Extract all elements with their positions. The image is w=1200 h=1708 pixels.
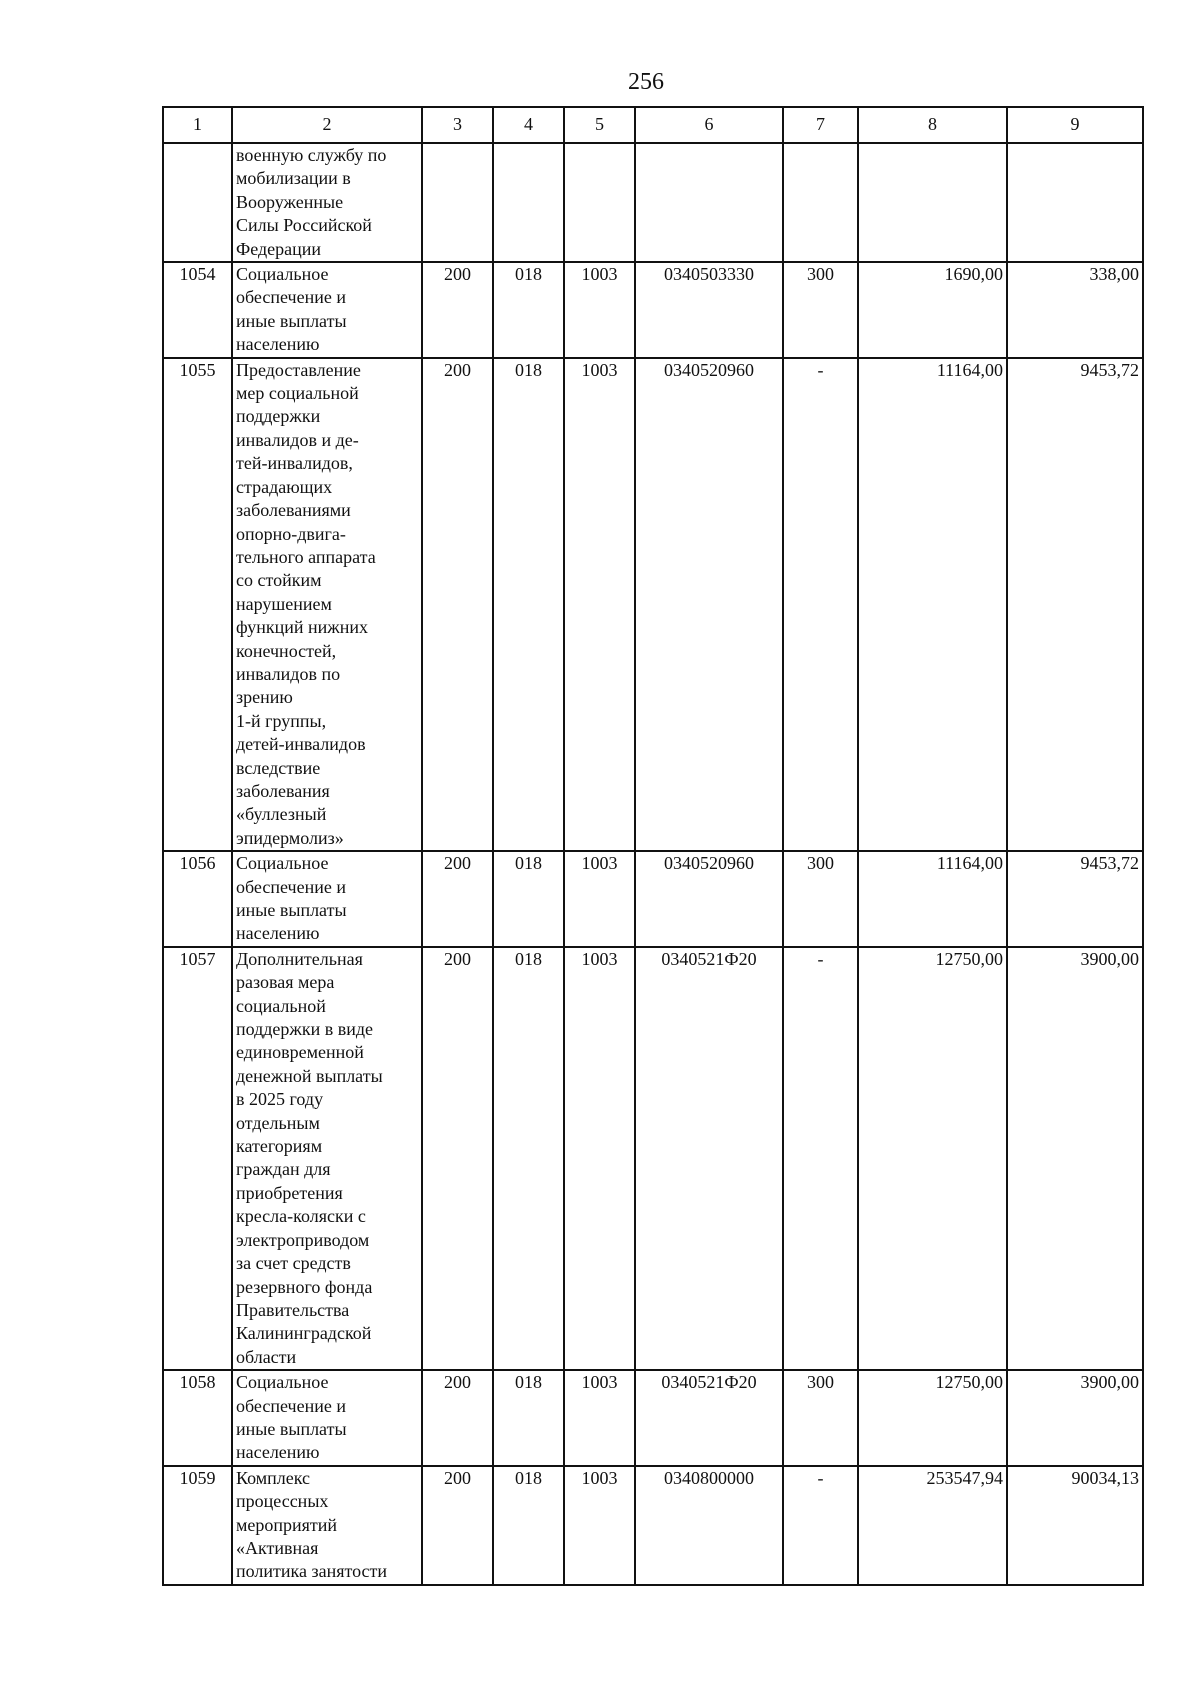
amount-cell: 11164,00: [858, 851, 1007, 947]
item-name-line: в 2025 году: [236, 1089, 324, 1110]
amount-second-cell: 90034,13: [1007, 1466, 1143, 1585]
item-name-line: конечностей,: [236, 640, 337, 661]
item-name-line: мероприятий: [236, 1514, 338, 1535]
item-name-line: «Активная: [236, 1537, 319, 1558]
item-name-line: Социальное: [236, 264, 329, 285]
item-name-line: тельного аппарата: [236, 546, 376, 567]
item-name-line: зрению: [236, 687, 293, 708]
item-name-line: детей-инвалидов: [236, 734, 366, 755]
col-4-cell: 018: [493, 262, 564, 358]
col-5-cell: 1003: [564, 262, 635, 358]
item-name-line: «буллезный: [236, 804, 327, 825]
target-code-cell: [635, 143, 783, 262]
item-name-line: Федерации: [236, 238, 322, 259]
table-row: [163, 1370, 1143, 1466]
target-code-cell: 0340800000: [635, 1466, 783, 1585]
item-name-line: денежной выплаты: [236, 1065, 383, 1086]
item-name-cell: [232, 1370, 422, 1466]
item-name-line: со стойким: [236, 570, 322, 591]
item-name-line: нарушением: [236, 593, 332, 614]
col-3-cell: 200: [422, 851, 493, 947]
row-number-cell: [163, 143, 232, 262]
item-name-line: единовременной: [236, 1042, 364, 1063]
item-name-line: военную службу по: [236, 145, 387, 165]
item-name-line: приобретения: [236, 1182, 343, 1203]
table-row: [163, 1466, 1143, 1585]
item-name-line: Комплекс: [236, 1467, 311, 1488]
expense-type-cell: 300: [783, 1370, 858, 1466]
item-name-cell: [232, 143, 422, 262]
col-4-cell: [493, 143, 564, 262]
row-number-cell: 1057: [163, 947, 232, 1370]
item-name-line: Социальное: [236, 1372, 329, 1393]
item-name-line: кресла-коляски с: [236, 1206, 366, 1227]
amount-cell: 1690,00: [858, 262, 1007, 358]
amount-second-cell: 9453,72: [1007, 851, 1143, 947]
item-name-line: обеспечение и: [236, 876, 346, 897]
table-body: [163, 143, 1143, 1585]
column-header-5: 5: [564, 107, 635, 143]
item-name-line: населению: [236, 923, 320, 944]
item-name-line: инвалидов и де-: [236, 429, 359, 450]
amount-cell: [858, 143, 1007, 262]
item-name-line: обеспечение и: [236, 287, 346, 308]
col-4-cell: 018: [493, 1466, 564, 1585]
item-name-line: иные выплаты: [236, 900, 347, 920]
col-3-cell: 200: [422, 1466, 493, 1585]
col-4-cell: 018: [493, 1370, 564, 1466]
item-name-line: социальной: [236, 995, 326, 1016]
target-code-cell: 0340520960: [635, 358, 783, 852]
item-name-line: резервного фонда: [236, 1276, 373, 1297]
budget-table: [162, 106, 1144, 1586]
expense-type-cell: 300: [783, 262, 858, 358]
expense-type-cell: 300: [783, 851, 858, 947]
item-name-line: Калининградской: [236, 1323, 372, 1344]
item-name-line: за счет средств: [236, 1253, 351, 1274]
column-header-4: 4: [493, 107, 564, 143]
amount-cell: 253547,94: [858, 1466, 1007, 1585]
table-header: [163, 107, 1143, 143]
item-name-line: граждан для: [236, 1159, 331, 1180]
col-5-cell: [564, 143, 635, 262]
column-header-8: 8: [858, 107, 1007, 143]
item-name-line: иные выплаты: [236, 1418, 347, 1439]
col-5-cell: 1003: [564, 1370, 635, 1466]
amount-second-cell: 338,00: [1007, 262, 1143, 358]
col-5-cell: 1003: [564, 1466, 635, 1585]
item-name-line: Вооруженные: [236, 191, 344, 212]
expense-type-cell: [783, 143, 858, 262]
row-number-cell: 1058: [163, 1370, 232, 1466]
expense-type-cell: -: [783, 947, 858, 1370]
item-name-cell: [232, 1466, 422, 1585]
amount-cell: 12750,00: [858, 947, 1007, 1370]
item-name-line: населению: [236, 1442, 320, 1463]
target-code-cell: 0340521Ф20: [635, 1370, 783, 1466]
target-code-cell: 0340520960: [635, 851, 783, 947]
table-row: [163, 851, 1143, 947]
amount-second-cell: 3900,00: [1007, 1370, 1143, 1466]
column-header-9: 9: [1007, 107, 1143, 143]
header-row: [163, 107, 1143, 143]
item-name-line: тей-инвалидов,: [236, 453, 353, 474]
col-4-cell: 018: [493, 947, 564, 1370]
item-name-line: категориям: [236, 1136, 323, 1157]
row-number-cell: 1056: [163, 851, 232, 947]
item-name-cell: [232, 358, 422, 852]
item-name-line: политика занятости: [236, 1561, 388, 1582]
amount-second-cell: 9453,72: [1007, 358, 1143, 852]
column-header-6: 6: [635, 107, 783, 143]
item-name-line: 1-й группы,: [236, 710, 327, 731]
expense-type-cell: -: [783, 358, 858, 852]
item-name-line: электроприводом: [236, 1229, 370, 1250]
col-5-cell: 1003: [564, 947, 635, 1370]
row-number-cell: 1059: [163, 1466, 232, 1585]
page-number: 256: [628, 69, 664, 95]
table-row: [163, 262, 1143, 358]
col-4-cell: 018: [493, 358, 564, 852]
row-number-cell: 1055: [163, 358, 232, 852]
expense-type-cell: -: [783, 1466, 858, 1585]
table-row: [163, 358, 1143, 852]
amount-second-cell: 3900,00: [1007, 947, 1143, 1370]
item-name-line: инвалидов по: [236, 663, 341, 684]
item-name-line: заболеваниями: [236, 500, 351, 521]
item-name-cell: [232, 851, 422, 947]
col-3-cell: 200: [422, 262, 493, 358]
item-name-cell: [232, 947, 422, 1370]
column-header-1: 1: [163, 107, 232, 143]
col-3-cell: 200: [422, 947, 493, 1370]
amount-cell: 11164,00: [858, 358, 1007, 852]
amount-cell: 12750,00: [858, 1370, 1007, 1466]
col-3-cell: 200: [422, 358, 493, 852]
col-3-cell: 200: [422, 1370, 493, 1466]
item-name-line: эпидермолиз»: [236, 827, 344, 848]
item-name-line: вследствие: [236, 757, 321, 778]
item-name-line: процессных: [236, 1491, 329, 1512]
item-name-line: иные выплаты: [236, 310, 347, 331]
target-code-cell: 0340503330: [635, 262, 783, 358]
item-name-line: функций нижних: [236, 617, 368, 638]
item-name-line: Правительства: [236, 1299, 350, 1320]
item-name-line: отдельным: [236, 1112, 320, 1133]
column-header-3: 3: [422, 107, 493, 143]
col-3-cell: [422, 143, 493, 262]
item-name-line: области: [236, 1346, 297, 1367]
item-name-line: поддержки: [236, 406, 321, 427]
item-name-line: обеспечение и: [236, 1395, 346, 1416]
table-row: [163, 947, 1143, 1370]
table-row: [163, 143, 1143, 262]
column-header-2: 2: [232, 107, 422, 143]
item-name-line: мер социальной: [236, 383, 359, 404]
row-number-cell: 1054: [163, 262, 232, 358]
item-name-line: Предоставление: [236, 359, 361, 380]
item-name-line: разовая мера: [236, 972, 335, 993]
item-name-line: Дополнительная: [236, 948, 363, 969]
item-name-line: населению: [236, 334, 320, 355]
item-name-line: опорно-двига-: [236, 523, 346, 544]
col-5-cell: 1003: [564, 358, 635, 852]
target-code-cell: 0340521Ф20: [635, 947, 783, 1370]
col-5-cell: 1003: [564, 851, 635, 947]
col-4-cell: 018: [493, 851, 564, 947]
item-name-line: страдающих: [236, 476, 333, 497]
item-name-line: Силы Российской: [236, 215, 372, 236]
column-header-7: 7: [783, 107, 858, 143]
item-name-line: заболевания: [236, 780, 330, 801]
item-name-line: Социальное: [236, 853, 329, 874]
item-name-line: поддержки в виде: [236, 1019, 374, 1040]
amount-second-cell: [1007, 143, 1143, 262]
item-name-cell: [232, 262, 422, 358]
item-name-line: мобилизации в: [236, 168, 351, 189]
